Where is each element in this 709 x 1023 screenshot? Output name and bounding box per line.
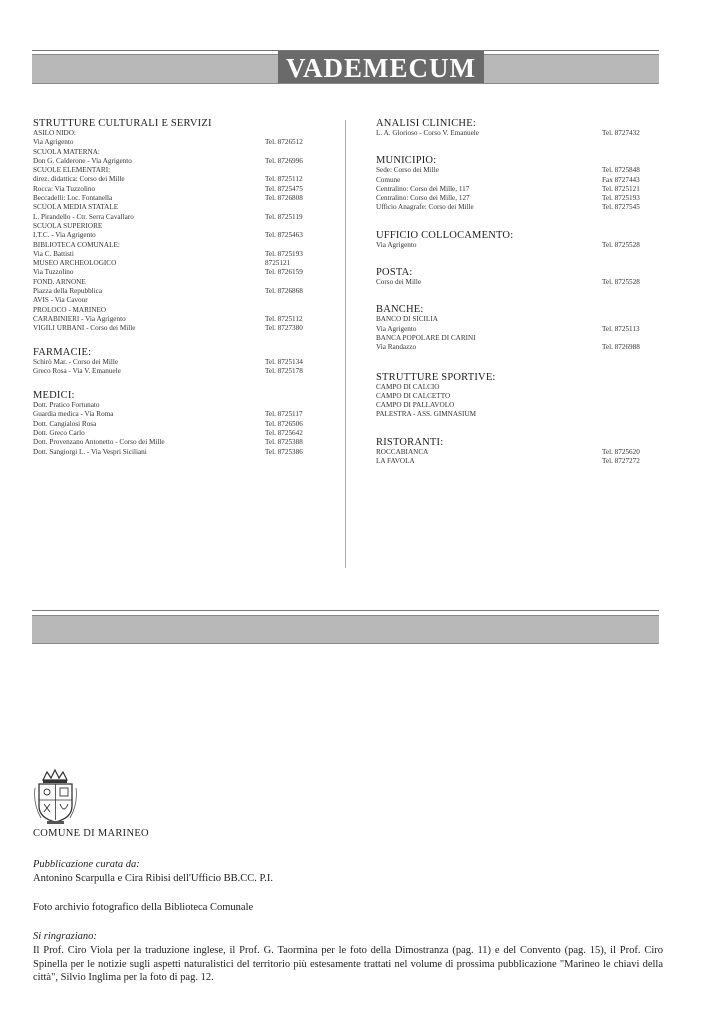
item-phone: Tel. 8725475 [265, 184, 303, 193]
list-item [33, 268, 323, 277]
item-phone: Fax 8727443 [602, 175, 640, 184]
list-item [376, 278, 660, 287]
list-item [376, 129, 660, 138]
item-phone: Tel. 8727545 [602, 203, 640, 212]
item-text: Via Tuzzolino [33, 268, 74, 277]
item-phone: Tel. 8726512 [265, 138, 303, 147]
title-banner [32, 54, 659, 84]
comune-name: COMUNE DI MARINEO [33, 828, 149, 839]
list-item [376, 325, 660, 334]
section-heading: MUNICIPIO: [376, 155, 437, 167]
list-item [33, 129, 323, 138]
section-heading: BANCHE: [376, 304, 424, 316]
list-item [33, 166, 323, 175]
item-text: BANCA POPOLARE DI CARINI [376, 333, 476, 342]
left-column [33, 118, 323, 457]
item-text: Dott. Cangialosi Rosa [33, 419, 97, 428]
item-text: ASILO NIDO: [33, 129, 76, 137]
section-municipio [376, 155, 660, 212]
section-rows [376, 315, 660, 352]
list-item [33, 448, 323, 457]
section-rows [376, 383, 660, 420]
item-phone: Tel. 8725528 [602, 278, 640, 287]
item-text: Centralino: Corso dei Mille, 117 [376, 184, 470, 193]
item-text: L. Pirandello - Ctr. Serra Cavallaro [33, 212, 134, 221]
list-item [33, 213, 323, 222]
item-text: SCUOLA SUPERIORE [33, 221, 103, 230]
section-rows [376, 278, 660, 287]
item-text: Via C. Battisti [33, 249, 74, 258]
item-phone: Tel. 8725463 [265, 231, 303, 240]
item-text: Rocca: Via Tuzzolino [33, 184, 96, 193]
section-rows [376, 241, 660, 250]
section-post [376, 267, 660, 287]
curated-by: Antonino Scarpulla e Cira Ribisi dell'Ufficio BB.CC. P.I. [33, 873, 273, 884]
item-phone: Tel. 8725119 [265, 212, 303, 221]
item-phone: Tel. 8726996 [265, 156, 303, 165]
item-text: BANCO DI SICILIA [376, 315, 438, 324]
item-text: Via Agrigento [33, 138, 74, 147]
section-cultural [33, 118, 323, 334]
item-phone: Tel. 8725848 [602, 166, 640, 175]
section-banks [376, 304, 660, 352]
bottom-banner [32, 615, 659, 644]
item-text: CARABINIERI - Via Agrigento [33, 314, 126, 323]
list-item [33, 175, 323, 184]
item-text: Don G. Calderone - Via Agrigento [33, 156, 132, 165]
item-phone: Tel. 8726868 [265, 287, 303, 296]
item-text: L. A. Glorioso - Corso V. Emanuele [376, 129, 479, 137]
list-item [33, 367, 323, 376]
list-item [376, 185, 660, 194]
item-text: Piazza della Repubblica [33, 287, 103, 296]
item-text: Dott. Sangiorgi L. - Via Vespri Siciliani [33, 447, 147, 456]
list-item [33, 250, 323, 259]
item-phone: Tel. 8727380 [265, 324, 303, 333]
item-phone: Tel. 8727272 [602, 457, 640, 466]
list-item [376, 315, 660, 324]
list-item [33, 148, 323, 157]
item-phone: Tel. 8725112 [265, 314, 303, 323]
item-text: PALESTRA - ASS. GIMNASIUM [376, 410, 476, 419]
item-phone: Tel. 8725193 [602, 194, 640, 203]
section-restaurants [376, 437, 660, 467]
list-item [33, 315, 323, 324]
section-rows [33, 129, 323, 334]
column-divider [345, 120, 346, 568]
section-labs [376, 118, 660, 138]
list-item [33, 358, 323, 367]
item-text: MUSEO ARCHEOLOGICO [33, 259, 117, 268]
item-text: Dott. Pratico Fortunato [33, 401, 100, 410]
item-phone: Tel. 8725113 [602, 324, 640, 333]
item-text: Via Randazzo [376, 343, 417, 352]
list-item [376, 166, 660, 175]
section-rows [376, 129, 660, 138]
section-rows [376, 166, 660, 212]
item-text: CAMPO DI CALCIO [376, 382, 440, 391]
section-rows [33, 401, 323, 457]
item-text: BIBLIOTECA COMUNALE: [33, 240, 120, 249]
section-sports [376, 372, 660, 420]
list-item [376, 392, 660, 401]
item-text: Via Agrigento [376, 324, 417, 333]
list-item [376, 401, 660, 410]
item-text: Via Agrigento [376, 240, 417, 249]
item-text: Corso dei Mille [376, 278, 422, 287]
item-text: Dott. Greco Carlo [33, 429, 85, 438]
item-phone: 8725121 [265, 259, 291, 268]
list-item [376, 448, 660, 457]
item-text: SCUOLA MEDIA STATALE [33, 203, 119, 212]
list-item [376, 457, 660, 466]
list-item [33, 438, 323, 447]
list-item [33, 429, 323, 438]
item-text: VIGILI URBANI - Corso dei Mille [33, 324, 136, 333]
bottom-rule [32, 610, 659, 611]
item-text: SCUOLA MATERNA: [33, 147, 100, 156]
section-employment [376, 230, 660, 250]
item-text: PROLOCO - MARINEO [33, 305, 107, 314]
thanks-label: Si ringraziano: [33, 931, 97, 942]
list-item [33, 287, 323, 296]
photo-archive-credit: Foto archivio fotografico della Biblioteca Comunale [33, 902, 254, 913]
list-item [33, 296, 323, 305]
coat-of-arms-icon [33, 768, 78, 826]
item-phone: Tel. 8725193 [265, 249, 303, 258]
item-phone: Tel. 8726808 [265, 194, 303, 203]
item-text: SCUOLE ELEMENTARI: [33, 166, 111, 175]
item-text: Greco Rosa - Via V. Emanuele [33, 366, 121, 375]
list-item [376, 194, 660, 203]
item-text: ROCCABIANCA [376, 447, 429, 456]
item-text: FOND. ARNONE [33, 277, 86, 286]
section-heading: UFFICIO COLLOCAMENTO: [376, 229, 514, 241]
list-item [33, 241, 323, 250]
list-item [33, 157, 323, 166]
list-item [376, 343, 660, 352]
list-item [33, 306, 323, 315]
list-item [376, 176, 660, 185]
curated-label: Pubblicazione curata da: [33, 859, 140, 870]
list-item [33, 420, 323, 429]
section-heading: STRUTTURE CULTURALI E SERVIZI [33, 118, 212, 129]
list-item [33, 203, 323, 212]
list-item [376, 410, 660, 419]
list-item [33, 324, 323, 333]
item-text: Centralino: Corso dei Mille, 127 [376, 194, 470, 203]
list-item [33, 138, 323, 147]
item-text: CAMPO DI PALLAVOLO [376, 401, 455, 410]
item-text: LA FAVOLA [376, 457, 415, 466]
item-text: Sede: Corso dei Mille [376, 166, 439, 175]
list-item [33, 185, 323, 194]
thanks-text: Il Prof. Ciro Viola per la traduzione inglese, il Prof. G. Taormina per le foto della Dimostranza (pag. 11) e del Convento (pag. 15), il Prof. Ciro Spinella per le notizie sugli aspetti naturalistici del territorio più estesamente trattati nel volume di prossima pubblicazione "Marineo le chiavi della città", Silvio Inglima per la foto di pag. 12. [33, 945, 663, 984]
section-heading: MEDICI: [33, 390, 75, 402]
list-item [33, 278, 323, 287]
list-item [33, 401, 323, 410]
section-doctors [33, 390, 323, 457]
list-item [33, 222, 323, 231]
item-text: I.T.C. - Via Agrigento [33, 231, 96, 240]
item-text: Beccadelli: Loc. Fontanella [33, 194, 113, 203]
item-phone: Tel. 8725386 [265, 447, 303, 456]
section-heading: STRUTTURE SPORTIVE: [376, 371, 496, 383]
list-item [376, 241, 660, 250]
item-phone: Tel. 8725528 [602, 240, 640, 249]
item-phone: Tel. 8726159 [265, 268, 303, 277]
list-item [33, 231, 323, 240]
item-phone: Tel. 8725178 [265, 366, 303, 375]
right-column [376, 118, 660, 466]
section-rows [33, 358, 323, 377]
item-phone: Tel. 8725642 [265, 429, 303, 438]
item-text: CAMPO DI CALCETTO [376, 391, 451, 400]
list-item [376, 334, 660, 343]
item-text: Comune [376, 175, 401, 184]
item-phone: Tel. 8725112 [265, 175, 303, 184]
item-phone: Tel. 8726988 [602, 343, 640, 352]
list-item [33, 259, 323, 268]
item-phone: Tel. 8725134 [265, 357, 303, 366]
item-text: AVIS - Via Cavour [33, 296, 88, 305]
section-rows [376, 448, 660, 467]
section-heading: FARMACIE: [33, 346, 92, 358]
item-text: Schirò Mar. - Corso dei Mille [33, 357, 119, 366]
section-heading: ANALISI CLINICHE: [376, 118, 476, 129]
section-pharmacies [33, 347, 323, 377]
item-text: Guardia medica - Via Roma [33, 410, 114, 419]
item-text: direz. didattica: Corso dei Mille [33, 175, 125, 184]
list-item [33, 410, 323, 419]
list-item [33, 194, 323, 203]
item-phone: Tel. 8727432 [602, 129, 640, 137]
page-title: VADEMECUM [278, 51, 484, 83]
item-text: Ufficio Anagrafe: Corso dei Mille [376, 203, 474, 212]
list-item [376, 203, 660, 212]
section-heading: RISTORANTI: [376, 436, 444, 448]
item-phone: Tel. 8725121 [602, 184, 640, 193]
item-phone: Tel. 8725620 [602, 447, 640, 456]
section-heading: POSTA: [376, 267, 413, 279]
item-phone: Tel. 8725388 [265, 438, 303, 447]
item-phone: Tel. 8726506 [265, 419, 303, 428]
item-phone: Tel. 8725117 [265, 410, 303, 419]
item-text: Dott. Provenzano Antonetto - Corso dei Mille [33, 438, 165, 447]
list-item [376, 383, 660, 392]
